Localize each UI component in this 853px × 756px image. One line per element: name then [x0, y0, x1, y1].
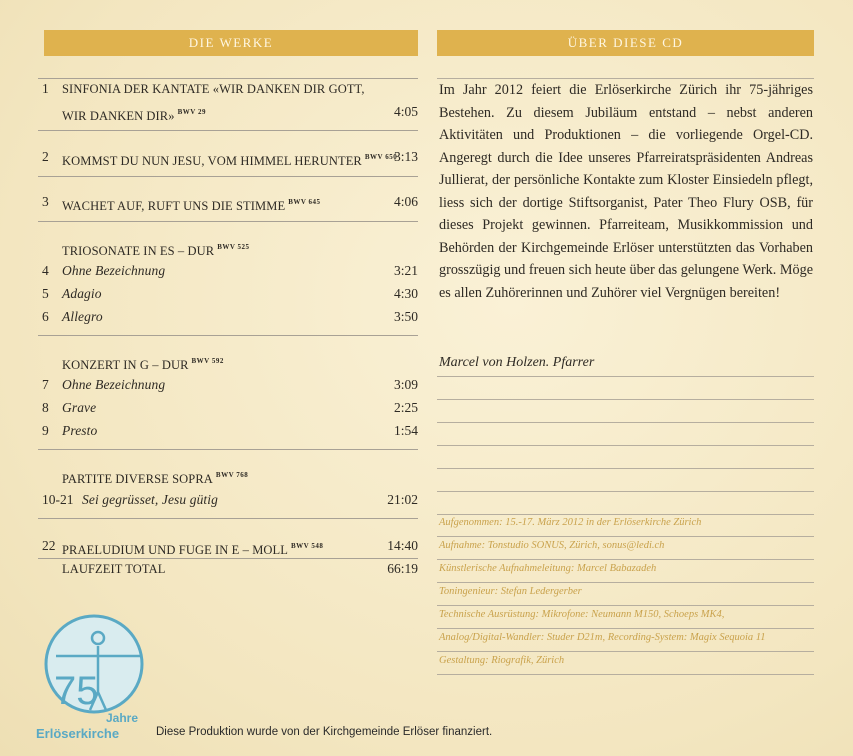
divider	[38, 130, 418, 131]
divider	[38, 221, 418, 222]
track-9	[38, 421, 418, 441]
about-text: Im Jahr 2012 feiert die Erlöserkirche Zürich ihr 75-jähriges Bestehen. Zu diesem Jubiläum entstand – nebst anderen Aktivitäten und Produktionen – die vorliegende Orgel-CD. Angeregt durch die Idee unseres Pfarreiratspräsidenten Andreas Jullierat, der persönliche Kontakte zum Kloster Einsiedeln pflegt, liess sich der dortige Stiftsorganist, Pater Theo Flury OSB, für dieses Projekt gewinnen. Pfarreiteam, Musikkommission und Behörden der Kirchgemeinde Erlöser unterstützten das Vorhaben grosszügig und freuen sich heute über das gelungene Werk. Möge es allen Zuhörerinnen und Zuhörer viel Vergnügen bereiten!	[439, 82, 813, 301]
track-title-line2: WIR DANKEN DIR» $^{BWV 29}$	[62, 108, 206, 123]
track-1-cont	[38, 102, 418, 122]
track-title: PRAELUDIUM UND FUGE IN E – MOLL $^{BWV 548}$	[62, 542, 324, 557]
track-time: 4:05	[393, 104, 418, 119]
track-number: 6	[42, 309, 49, 324]
work-heading-partite	[38, 465, 418, 485]
credit-artistic-direction: Künstlerische Aufnahmeleitung: Marcel Babazadeh	[439, 563, 657, 574]
track-2	[38, 147, 418, 167]
logo-name: Erlöserkirche	[36, 726, 120, 741]
header-die-werke: DIE WERKE	[44, 30, 418, 56]
track-time: 3:09	[393, 377, 418, 392]
track-number: 1	[42, 81, 49, 96]
work-heading-trio	[38, 237, 418, 257]
track-number: 10-21	[42, 492, 74, 507]
header-ueber-diese-cd: ÜBER DIESE CD	[437, 30, 814, 56]
track-22	[38, 536, 418, 556]
track-number: 7	[42, 377, 49, 392]
track-time: 1:54	[393, 423, 418, 438]
credit-equipment: Technische Ausrüstung: Mikrofone: Neumann M150, Schoeps MK4,	[439, 609, 725, 620]
track-time: 3:21	[393, 263, 418, 278]
bwv-label: BWV 645	[288, 198, 321, 206]
track-number: 8	[42, 400, 49, 415]
work-heading-konzert	[38, 351, 418, 371]
total-time: 66:19	[387, 561, 418, 576]
total-runtime	[38, 559, 418, 579]
track-time: 3:13	[393, 149, 418, 164]
track-number: 2	[42, 149, 49, 164]
track-title: Ohne Bezeichnung	[62, 263, 166, 278]
financing-note: Diese Produktion wurde von der Kirchgemeinde Erlöser finanziert.	[156, 726, 493, 738]
bwv-label: BWV 650	[364, 153, 398, 161]
track-3	[38, 192, 418, 212]
track-4	[38, 261, 418, 281]
bwv-label: BWV 525	[217, 243, 250, 251]
track-number: 4	[42, 263, 49, 278]
track-time: 4:06	[393, 194, 418, 209]
bwv-label: BWV 592	[191, 357, 224, 365]
track-5	[38, 284, 418, 304]
track-6	[38, 307, 418, 327]
track-8	[38, 398, 418, 418]
credit-recording: Aufnahme: Tonstudio SONUS, Zürich, sonus@ledi.ch	[439, 540, 665, 551]
divider	[38, 518, 418, 519]
track-1	[38, 79, 418, 99]
total-label: LAUFZEIT TOTAL	[62, 562, 166, 576]
divider	[38, 335, 418, 336]
track-7	[38, 375, 418, 395]
track-title: Presto	[62, 423, 98, 438]
track-time: 21:02	[387, 492, 418, 507]
credit-design: Gestaltung: Riografik, Zürich	[439, 655, 565, 666]
track-number: 3	[42, 194, 49, 209]
work-title: KONZERT IN G – DUR $^{BWV 592}$	[62, 357, 224, 372]
track-number: 9	[42, 423, 49, 438]
track-number: 5	[42, 286, 49, 301]
track-title: WACHET AUF, RUFT UNS DIE STIMME $^{BWV 645}$	[62, 198, 321, 213]
divider	[38, 449, 418, 450]
track-title: SINFONIA DER KANTATE «WIR DANKEN DIR GOTT,	[62, 82, 365, 96]
work-title: PARTITE DIVERSE SOPRA $^{BWV 768}$	[62, 471, 249, 486]
track-title: KOMMST DU NUN JESU, VOM HIMMEL HERUNTER $^{BWV 650}$	[62, 153, 398, 168]
track-time: 14:40	[387, 538, 418, 553]
logo-number: 75	[54, 669, 99, 713]
track-time: 3:50	[393, 309, 418, 324]
erloeserkirche-75-logo	[36, 612, 148, 742]
track-time: 2:25	[393, 400, 418, 415]
track-number: 22	[42, 538, 56, 553]
credit-recorded: Aufgenommen: 15.-17. März 2012 in der Erlöserkirche Zürich	[439, 517, 702, 528]
divider	[38, 176, 418, 177]
bwv-label: BWV 548	[291, 542, 324, 550]
signature: Marcel von Holzen. Pfarrer	[439, 355, 595, 370]
track-title: Allegro	[62, 309, 103, 324]
track-title: Adagio	[62, 286, 102, 301]
track-10-21	[38, 490, 418, 510]
work-title: TRIOSONATE IN ES – DUR $^{BWV 525}$	[62, 243, 250, 258]
track-title: Grave	[62, 400, 97, 415]
credit-converter: Analog/Digital-Wandler: Studer D21m, Recording-System: Magix Sequoia 11	[439, 632, 766, 643]
logo-jahre: Jahre	[106, 711, 139, 725]
track-title: Ohne Bezeichnung	[62, 377, 166, 392]
bwv-label: BWV 29	[177, 108, 206, 116]
track-title: Sei gegrüsset, Jesu gütig	[82, 492, 218, 507]
bwv-label: BWV 768	[215, 471, 249, 479]
track-time: 4:30	[393, 286, 418, 301]
credit-sound-engineer: Toningenieur: Stefan Ledergerber	[439, 586, 582, 597]
